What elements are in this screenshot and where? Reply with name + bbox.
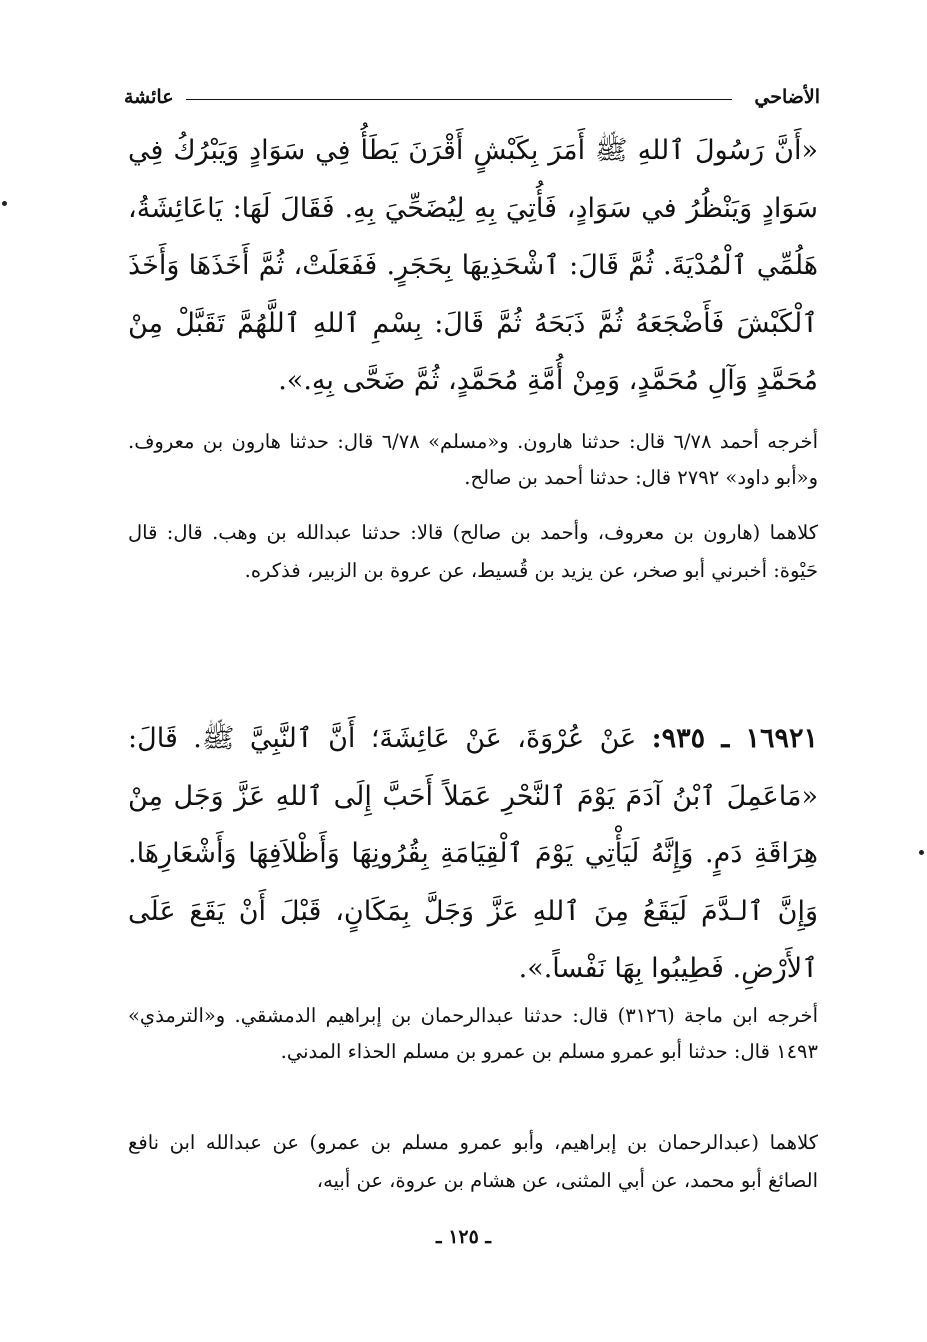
- hadith-2-intro: عَنْ عُرْوَةَ، عَنْ عَائِشَةَ؛ أَنَّ ٱلنَّبِيَّ ﷺ. قَالَ:: [128, 723, 637, 754]
- hadith-1-chain: كلاهما (هارون بن معروف، وأحمد بن صالح) قالا: حدثنا عبدالله بن وهب. قال: قال حَيْوة: أخبرني أبو صخر، عن يزيد بن قُسيط، عن عروة بن الزبير، فذكره.: [128, 521, 818, 582]
- page-number: ـ ١٢٥ ـ: [436, 1226, 491, 1248]
- hadith-2-body: «مَاعَمِلَ ٱبْنُ آدَمَ يَوْمَ ٱلنَّحْرِ عَمَلاً أَحَبَّ إِلَى ٱللهِ عَزَّ وَجَل مِنْ هِرَاقَةِ دَمٍ. وَإِنَّهُ لَيَأْتِي يَوْمَ ٱلْقِيَامَةِ بِقُرُونِهَا وَأَظْلاَفِهَا وَأَشْعَارِهَا. وَإِنَّ ٱلـدَّمَ لَيَقَعُ مِنَ ٱللهِ عَزَّ وَجَلَّ بِمَكَانٍ، قَبْلَ أَنْ يَقَعَ عَلَى ٱلأَرْضِ. فَطِيبُوا بِهَا نَفْساً.».: [128, 780, 818, 984]
- running-header: [124, 86, 820, 112]
- hadith-2-chain: كلاهما (عبدالرحمان بن إبراهيم، وأبو عمرو مسلم بن عمرو) عن عبدالله ابن نافع الصائغ أبو محمد، عن أبي المثنى، عن هشام بن عروة، عن أبيه،: [128, 1131, 818, 1192]
- scan-edge-mark: [2, 201, 7, 206]
- hadith-1-text: «أَنَّ رَسُولَ ٱللهِ ﷺ أَمَرَ بِكَبْشٍ أَقْرَنَ يَطَأُ فِي سَوَادٍ وَيَبْرُكُ فِي سَوَادٍ وَيَنْظُرُ في سَوَادٍ، فَأُتِيَ بِهِ لِيُضَحِّيَ بِهِ. فَقَالَ لَهَا: يَاعَائِشَةُ، هَلُمِّي ٱلْمُدْيَةَ. ثُمَّ قَالَ: ٱشْحَذِيهَا بِحَجَرٍ. فَفَعَلَتْ، ثُمَّ أَخَذَهَا وَأَخَذَ ٱلْكَبْشَ فَأَضْجَعَهُ ثُمَّ ذَبَحَهُ ثُمَّ قَالَ: بِسْمِ ٱللهِ ٱللَّهُمَّ تَقَبَّلْ مِنْ مُحَمَّدٍ وَآلِ مُحَمَّدٍ، وَمِنْ أُمَّةِ مُحَمَّدٍ، ثُمَّ ضَحَّى بِهِ.».: [128, 135, 818, 396]
- narrator-name: عائشة: [124, 86, 174, 108]
- hadith-2-text: [128, 710, 818, 998]
- book-title: الأضاحي: [754, 86, 820, 108]
- hadith-number: ١٦٩٢١ ـ ٩٣٥:: [651, 723, 818, 754]
- header-rule: [186, 99, 732, 100]
- hadith-2-source: أخرجه ابن ماجة (٣١٢٦) قال: حدثنا عبدالرحمان بن إبراهيم الدمشقي. و«الترمذي» ١٤٩٣ قال: حدثنا أبو عمرو مسلم بن عمرو بن مسلم الحذاء المدني.: [128, 1004, 818, 1063]
- scan-edge-mark: [919, 850, 924, 855]
- hadith-1-source: أخرجه أحمد ٦/٧٨ قال: حدثنا هارون. و«مسلم» ٦/٧٨ قال: حدثنا هارون بن معروف. و«أبو داود» ٢٧٩٢ قال: حدثنا أحمد بن صالح.: [128, 430, 818, 489]
